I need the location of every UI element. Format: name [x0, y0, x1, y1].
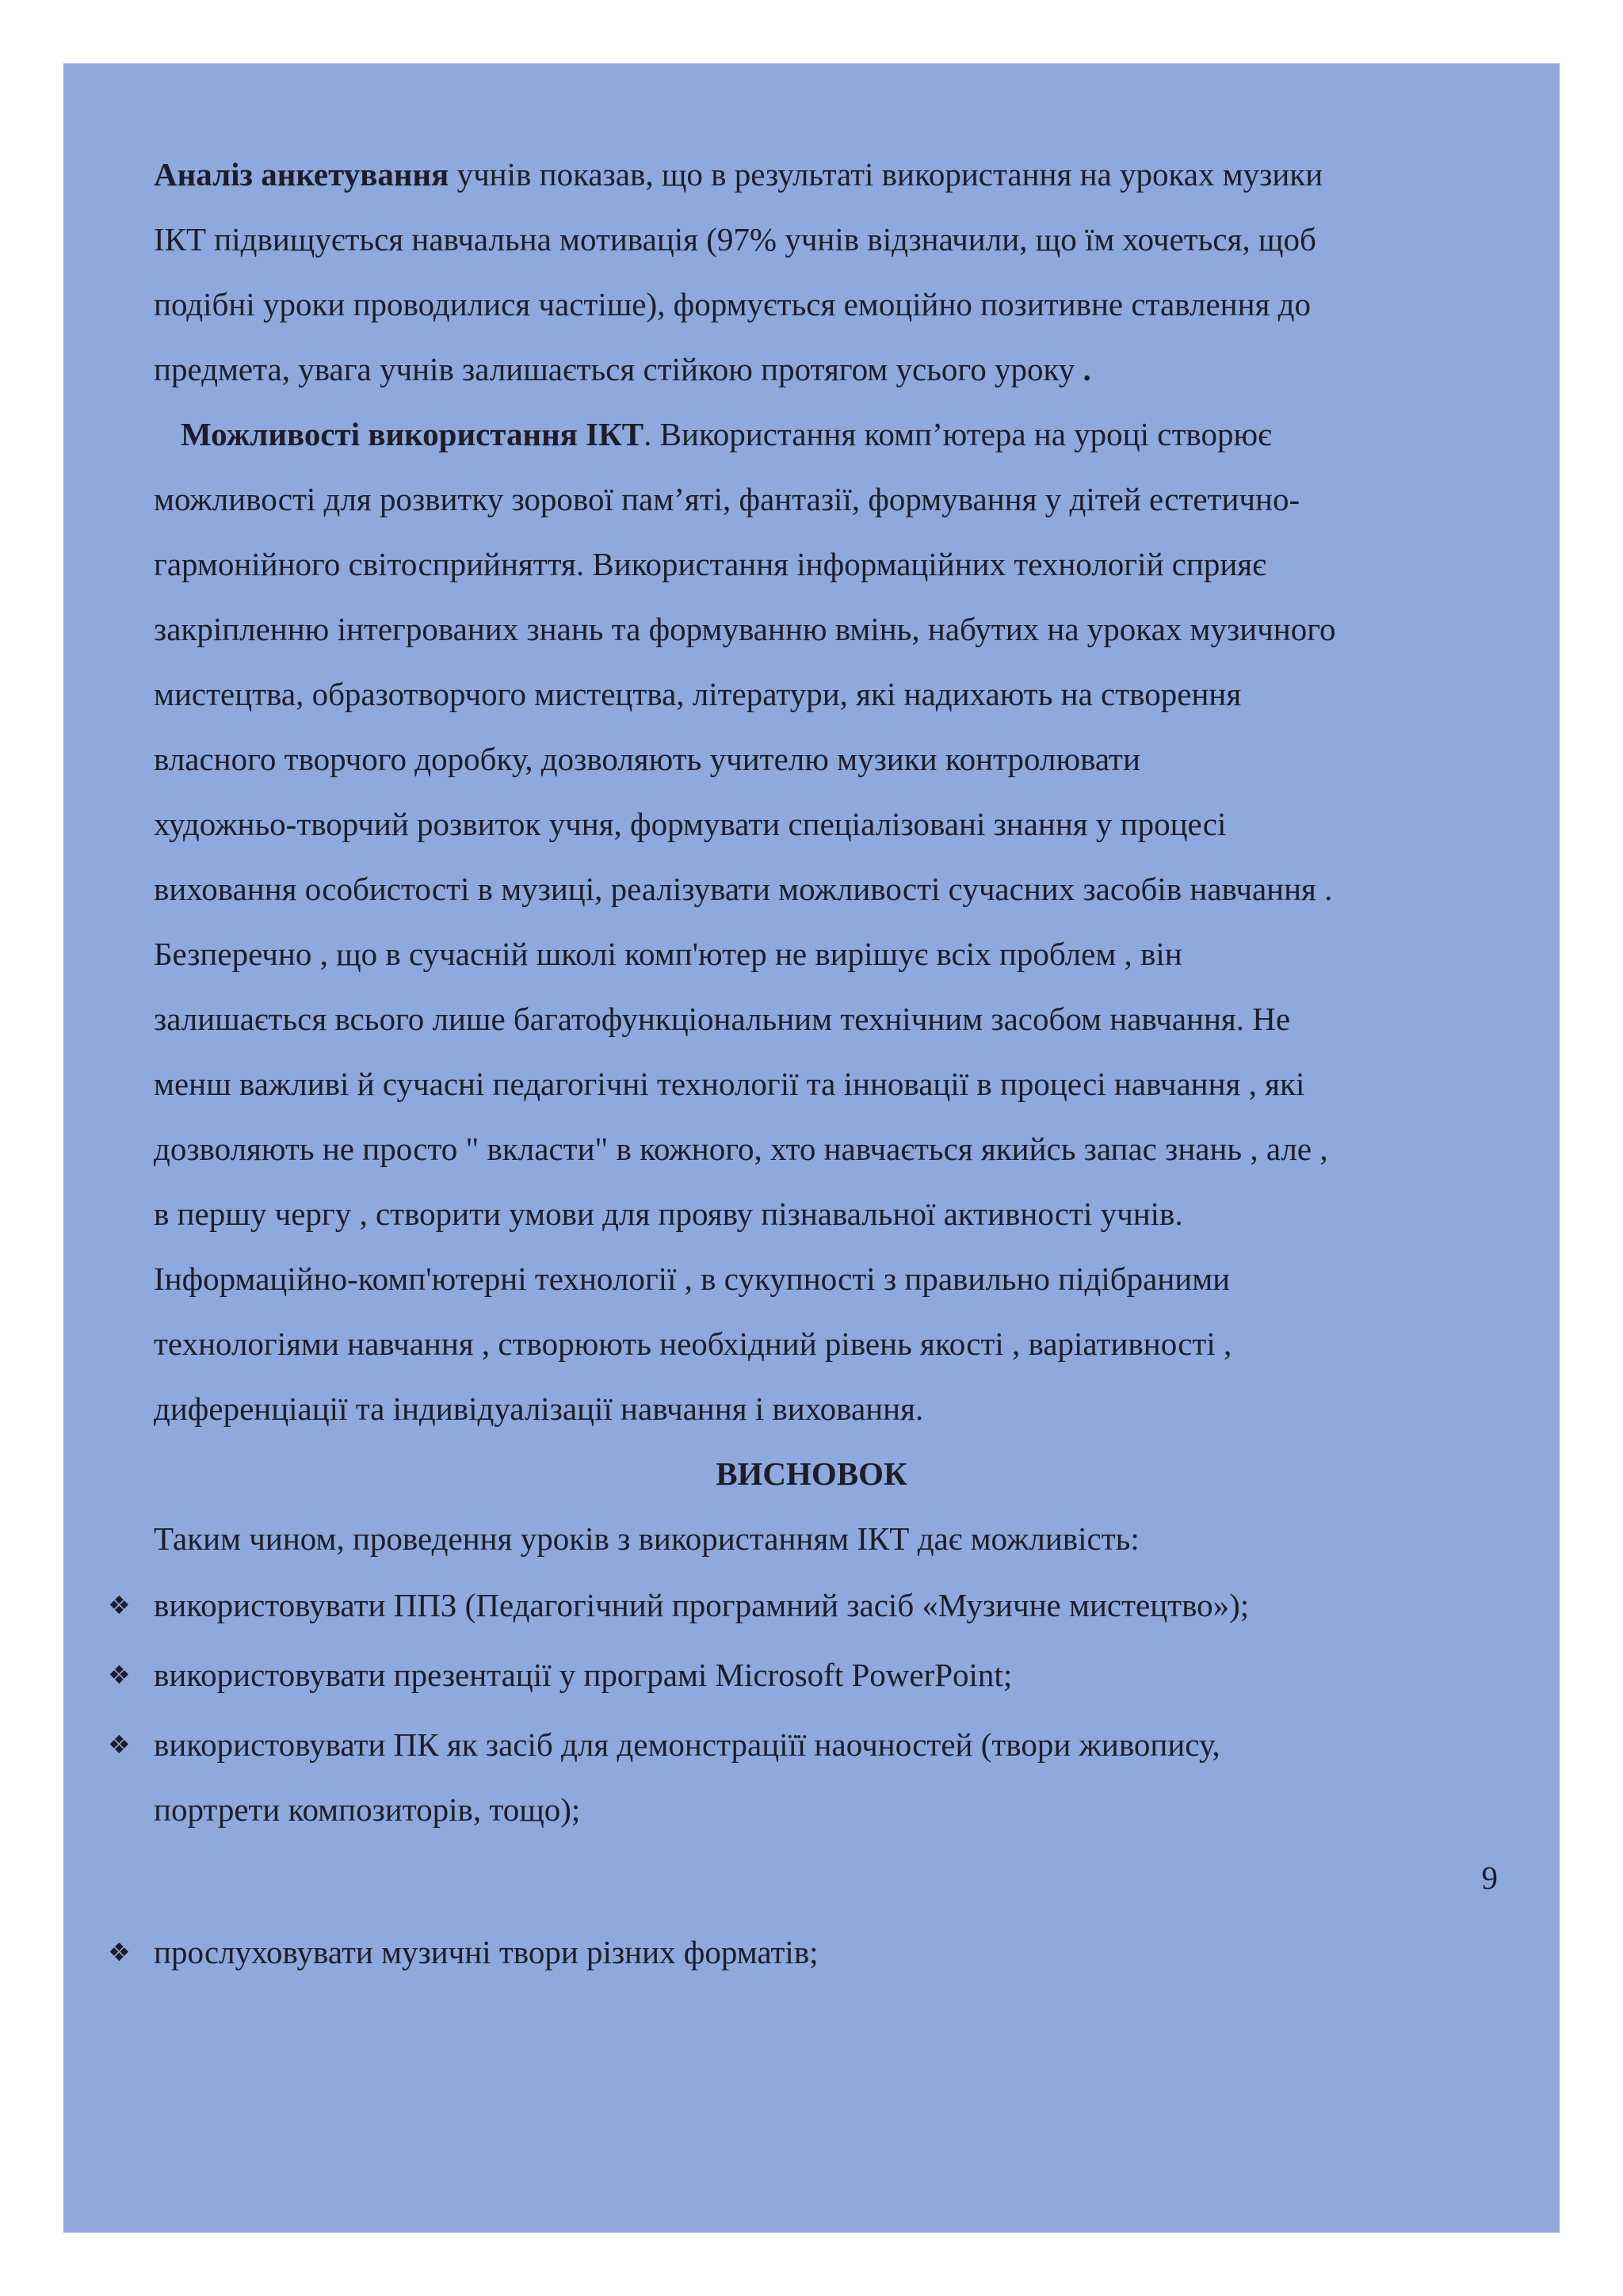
- paragraph1-line-3: подібні уроки проводилися частіше), формується емоційно позитивне ставлення до: [154, 286, 1312, 322]
- paragraph1-line-1: [154, 154, 1323, 195]
- conclusion-item-3: використовувати ПК як засіб для демонстраціїї наочностей (твори живопису,: [154, 1726, 1220, 1763]
- bullet-icon: ❖: [108, 1590, 131, 1620]
- paragraph2-lead-bold: Можливості використання ІКТ: [181, 416, 644, 452]
- paragraph2-line-10: залишається всього лише багатофункціональним технічним засобом навчання. Не: [154, 1001, 1291, 1037]
- bullet-icon: ❖: [108, 1660, 131, 1690]
- paragraph2-line-12: дозволяють не просто " вкласти" в кожного, хто навчається якийсь запас знань , але ,: [154, 1131, 1328, 1167]
- paragraph1-line-4: [154, 349, 1091, 390]
- paragraph1-lead-bold: Аналіз анкетування: [154, 156, 449, 193]
- paragraph2-line-9: Безперечно , що в сучасній школі комп'ютер не вирішує всіх проблем , він: [154, 936, 1182, 972]
- paragraph2-line-1: [181, 414, 1272, 455]
- conclusion-intro: Таким чином, проведення уроків з використанням ІКТ дає можливість:: [154, 1520, 1140, 1557]
- paragraph1-last-text: предмета, увага учнів залишається стійкою протягом усього уроку: [154, 351, 1083, 387]
- paragraph2-line-7: художньо-творчий розвиток учня, формувати спеціалізовані знання у процесі: [154, 806, 1227, 842]
- paragraph2-line-16: диференціації та індивідуалізації навчання і виховання.: [154, 1390, 924, 1427]
- paragraph2-line-2: можливості для розвитку зорової пам’яті, фантазії, формування у дітей естетично-: [154, 481, 1300, 517]
- paragraph2-lead-rest: . Використання комп’ютера на уроці створює: [643, 416, 1272, 452]
- paragraph2-line-15: технологіями навчання , створюють необхідний рівень якості , варіативності ,: [154, 1325, 1232, 1362]
- bullet-icon: ❖: [108, 1730, 131, 1760]
- paragraph1-last-bold: .: [1083, 351, 1091, 387]
- paragraph2-line-4: закріпленню інтегрованих знань та формуванню вмінь, набутих на уроках музичного: [154, 611, 1336, 647]
- conclusion-item-3-continuation: портрети композиторів, тощо);: [154, 1791, 581, 1828]
- paragraph2-line-6: власного творчого доробку, дозволяють учителю музики контролювати: [154, 741, 1140, 777]
- conclusion-heading: ВИСНОВОК: [716, 1455, 907, 1492]
- paragraph1-lead-rest: учнів показав, що в результаті використання на уроках музики: [449, 156, 1323, 193]
- page-panel: [63, 63, 1560, 2233]
- paragraph2-line-13: в першу чергу , створити умови для прояву пізнавальної активності учнів.: [154, 1196, 1183, 1232]
- paragraph2-line-11: менш важливі й сучасні педагогічні технології та інновації в процесі навчання , які: [154, 1066, 1305, 1102]
- paragraph2-line-3: гармонійного світосприйняття. Використання інформаційних технологій сприяє: [154, 546, 1266, 582]
- paragraph2-line-8: виховання особистості в музиці, реалізувати можливості сучасних засобів навчання .: [154, 871, 1333, 907]
- bullet-icon: ❖: [108, 1937, 131, 1967]
- paragraph2-line-5: мистецтва, образотворчого мистецтва, літератури, які надихають на створення: [154, 676, 1242, 712]
- conclusion-item-2: використовувати презентації у програмі Microsoft PowerPoint;: [154, 1657, 1013, 1693]
- paragraph1-line-2: ІКТ підвищується навчальна мотивація (97% учнів відзначили, що їм хочеться, щоб: [154, 221, 1316, 257]
- paragraph2-line-14: Інформаційно-комп'ютерні технології , в сукупності з правильно підібраними: [154, 1261, 1231, 1297]
- page-number: 9: [1481, 1859, 1498, 1896]
- conclusion-item-4: прослуховувати музичні твори різних форматів;: [154, 1934, 819, 1970]
- conclusion-item-1: використовувати ППЗ (Педагогічний програмний засіб «Музичне мистецтво»);: [154, 1587, 1250, 1623]
